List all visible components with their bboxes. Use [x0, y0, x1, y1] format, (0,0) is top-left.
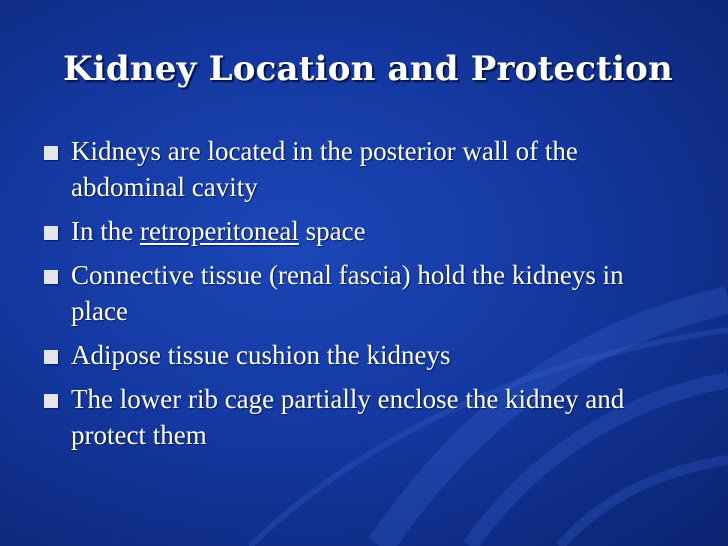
underlined-term: retroperitoneal: [139, 216, 299, 246]
square-bullet-icon: [44, 270, 58, 284]
bullet-item: [44, 257, 684, 329]
bullet-text: The lower rib cage partially enclose the kidney and protect them: [71, 384, 625, 450]
bullet-item: [44, 337, 684, 373]
square-bullet-icon: [44, 146, 58, 160]
bullet-text-after: space: [298, 216, 366, 246]
bullet-list: [44, 133, 684, 461]
square-bullet-icon: [44, 226, 58, 240]
square-bullet-icon: [44, 394, 58, 408]
bullet-item: [44, 133, 684, 205]
square-bullet-icon: [44, 350, 58, 364]
bullet-item: [44, 213, 684, 249]
bullet-text: Adipose tissue cushion the kidneys: [71, 340, 451, 370]
bullet-text: Connective tissue (renal fascia) hold the kidneys in place: [71, 260, 624, 326]
bullet-item: [44, 381, 684, 453]
bullet-text: Kidneys are located in the posterior wall of the abdominal cavity: [71, 136, 578, 202]
bullet-text-before: In the: [71, 216, 140, 246]
slide-title: Kidney Location and Protection: [63, 49, 673, 89]
